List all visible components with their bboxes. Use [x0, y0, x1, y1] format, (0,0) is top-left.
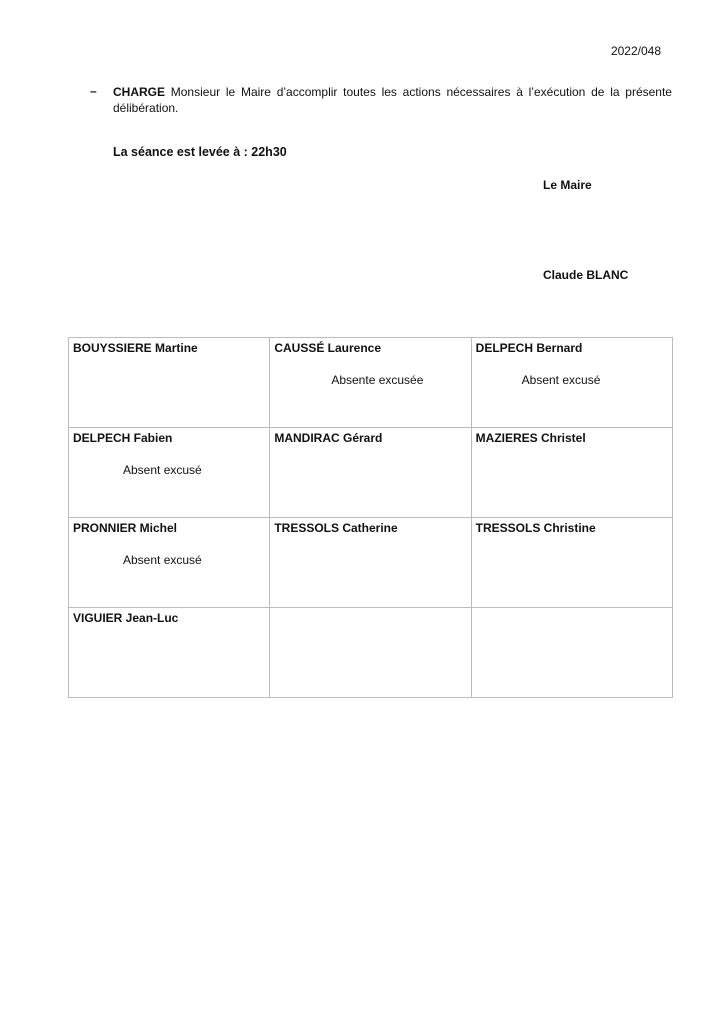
member-name: DELPECH Fabien — [73, 431, 173, 445]
member-name: TRESSOLS Catherine — [274, 521, 398, 535]
charge-keyword: CHARGE — [113, 85, 166, 99]
member-cell — [270, 428, 471, 518]
member-cell — [69, 518, 270, 608]
member-name: DELPECH Bernard — [475, 341, 583, 355]
page-reference: 2022/048 — [610, 44, 661, 58]
seance-closing: La séance est levée à : 22h30 — [113, 145, 287, 159]
table-row — [69, 518, 673, 608]
member-name: VIGUIER Jean-Luc — [73, 611, 179, 625]
member-status: Absente excusée — [331, 373, 424, 387]
member-name: PRONNIER Michel — [73, 521, 178, 535]
member-cell — [69, 428, 270, 518]
charge-paragraph — [90, 84, 672, 116]
member-cell-empty — [270, 608, 471, 698]
member-cell — [471, 428, 672, 518]
member-name: TRESSOLS Christine — [475, 521, 596, 535]
table-row — [69, 608, 673, 698]
table-row — [69, 338, 673, 428]
bullet-dash: – — [90, 84, 97, 98]
member-cell — [270, 338, 471, 428]
member-name: MANDIRAC Gérard — [274, 431, 383, 445]
member-cell — [69, 338, 270, 428]
signature-title: Le Maire — [543, 178, 592, 192]
charge-text: Monsieur le Maire d’accomplir toutes les actions nécessaires à l’exécution de la présente délibération. — [113, 85, 672, 115]
member-cell — [270, 518, 471, 608]
members-signature-table — [68, 337, 673, 698]
member-status: Absent excusé — [521, 373, 601, 387]
member-name: MAZIERES Christel — [475, 431, 586, 445]
member-name: CAUSSÉ Laurence — [274, 341, 382, 355]
member-status: Absent excusé — [123, 463, 202, 477]
member-name: BOUYSSIERE Martine — [73, 341, 198, 355]
member-status: Absent excusé — [123, 553, 202, 567]
member-cell — [471, 338, 672, 428]
member-cell-empty — [471, 608, 672, 698]
charge-text-block — [113, 84, 672, 116]
table-row — [69, 428, 673, 518]
member-cell — [69, 608, 270, 698]
member-cell — [471, 518, 672, 608]
signature-name: Claude BLANC — [543, 268, 629, 282]
